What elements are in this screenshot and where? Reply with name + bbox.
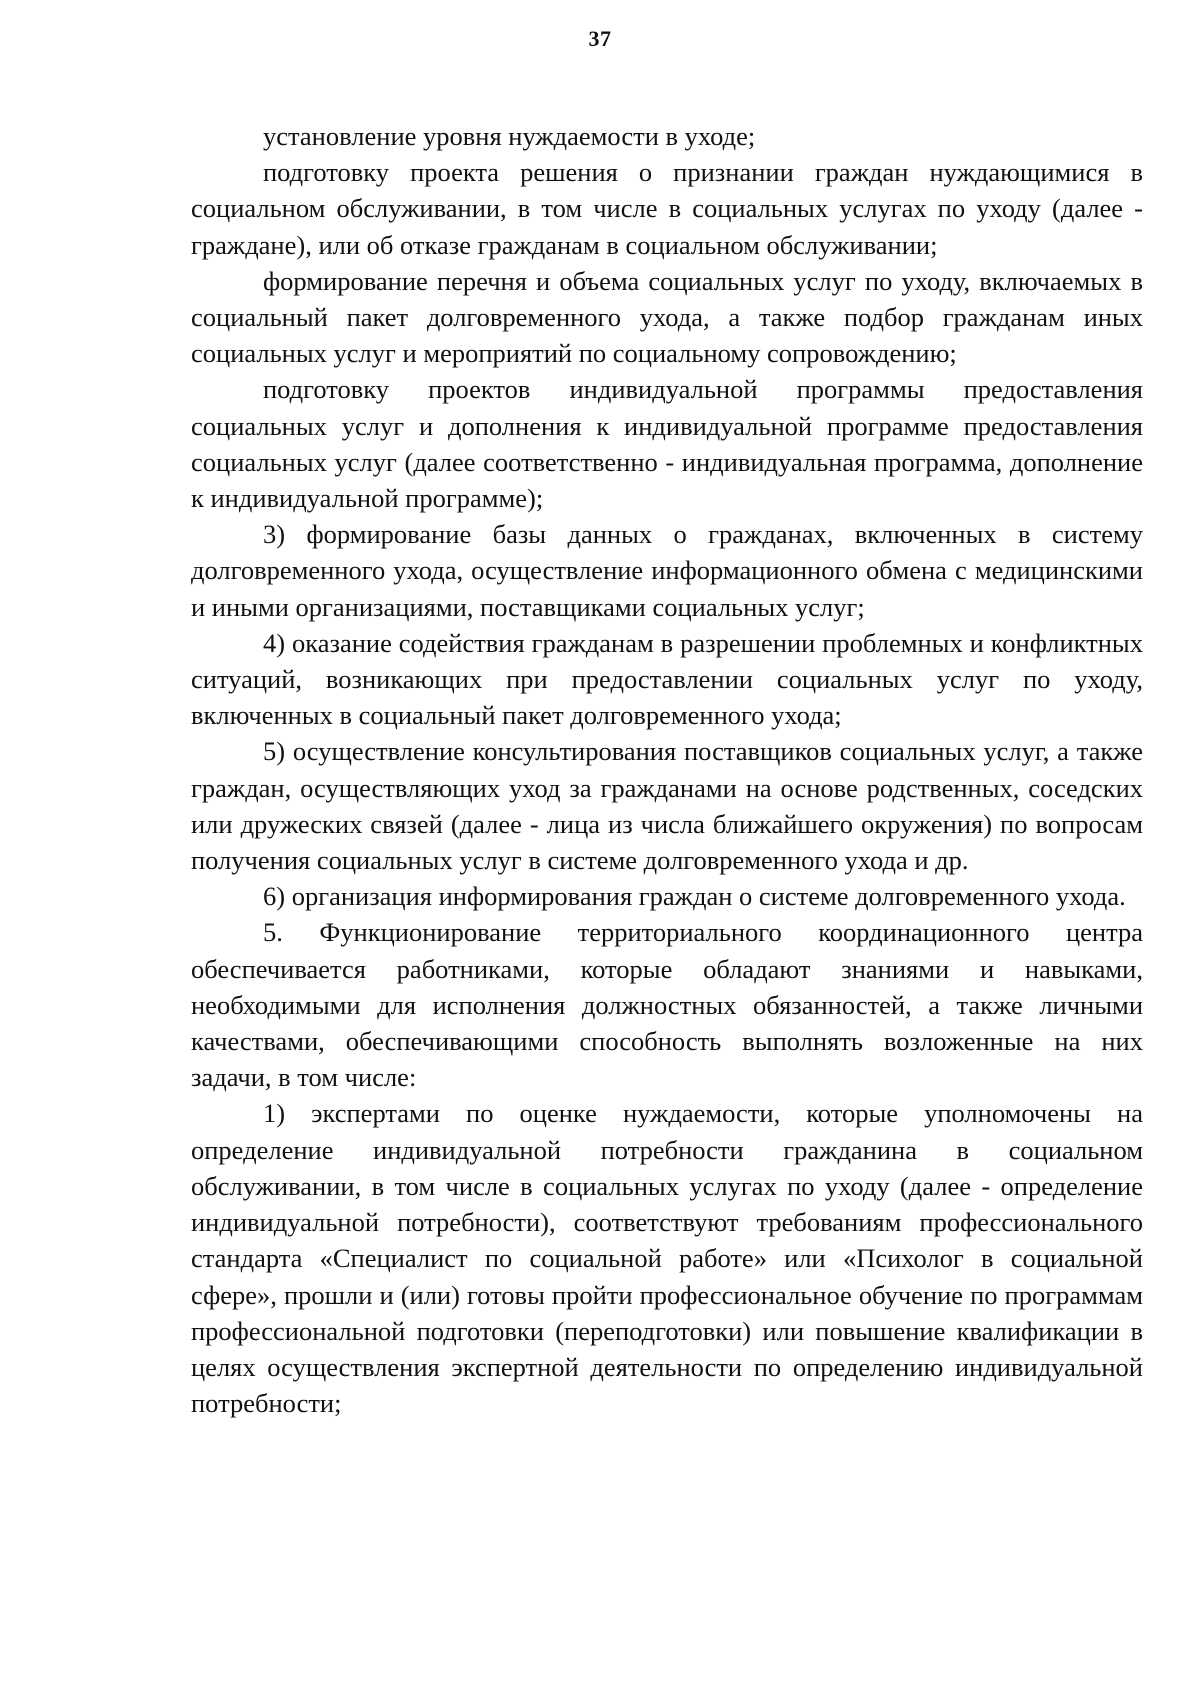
paragraph: 3) формирование базы данных о гражданах, включенных в систему долговременного ухода, осуществление информационного обмена с медицинскими и иными организациями, поставщиками социальных услуг; (191, 519, 1143, 622)
paragraph: 5) осуществление консультирования поставщиков социальных услуг, а также граждан, осуществляющих уход за гражданами на основе родственных, соседских или дружеских связей (далее - лица из числа ближайшего окружения) по вопросам получения социальных услуг в системе долговременного ухода и др. (191, 736, 1143, 876)
paragraph: формирование перечня и объема социальных услуг по уходу, включаемых в социальный пакет долговременного ухода, а также подбор гражданам иных социальных услуг и мероприятий по социальному сопровождению; (191, 265, 1143, 369)
paragraph: 6) организация информирования граждан о системе долговременного ухода. (263, 881, 1126, 912)
paragraph: установление уровня нуждаемости в уходе; (263, 121, 756, 151)
page-number: 37 (588, 26, 612, 51)
paragraph: 1) экспертами по оценке нуждаемости, которые уполномочены на определение индивидуальной потребности гражданина в социальном обслуживании, в том числе в социальных услугах по уходу (далее - определение индивидуальной потребности), соответствуют требованиям профессионального стандарта «Специалист по социальной работе» или «Психолог в социальной сфере», прошли и (или) готовы пройти профессиональное обучение по программам профессиональной подготовки (переподготовки) или повышение квалификации в целях осуществления экспертной деятельности по определению индивидуальной потребности; (191, 1098, 1143, 1419)
paragraph: 5. Функционирование территориального координационного центра обеспечивается работниками, которые обладают знаниями и навыками, необходимыми для исполнения должностных обязанностей, а также личными качествами, обеспечивающими способность выполнять возложенные на них задачи, в том числе: (191, 917, 1143, 1093)
paragraph: подготовку проекта решения о признании граждан нуждающимися в социальном обслуживании, в том числе в социальных услугах по уходу (далее - граждане), или об отказе гражданам в социальном обслуживании; (191, 157, 1143, 260)
paragraph: подготовку проектов индивидуальной программы предоставления социальных услуг и дополнения к индивидуальной программе предоставления социальных услуг (далее соответственно - индивидуальная программа, дополнение к индивидуальной программе); (191, 374, 1143, 514)
document-body (191, 118, 1143, 1421)
paragraph: 4) оказание содействия гражданам в разрешении проблемных и конфликтных ситуаций, возникающих при предоставлении социальных услуг по уходу, включенных в социальный пакет долговременного ухода; (191, 627, 1143, 731)
